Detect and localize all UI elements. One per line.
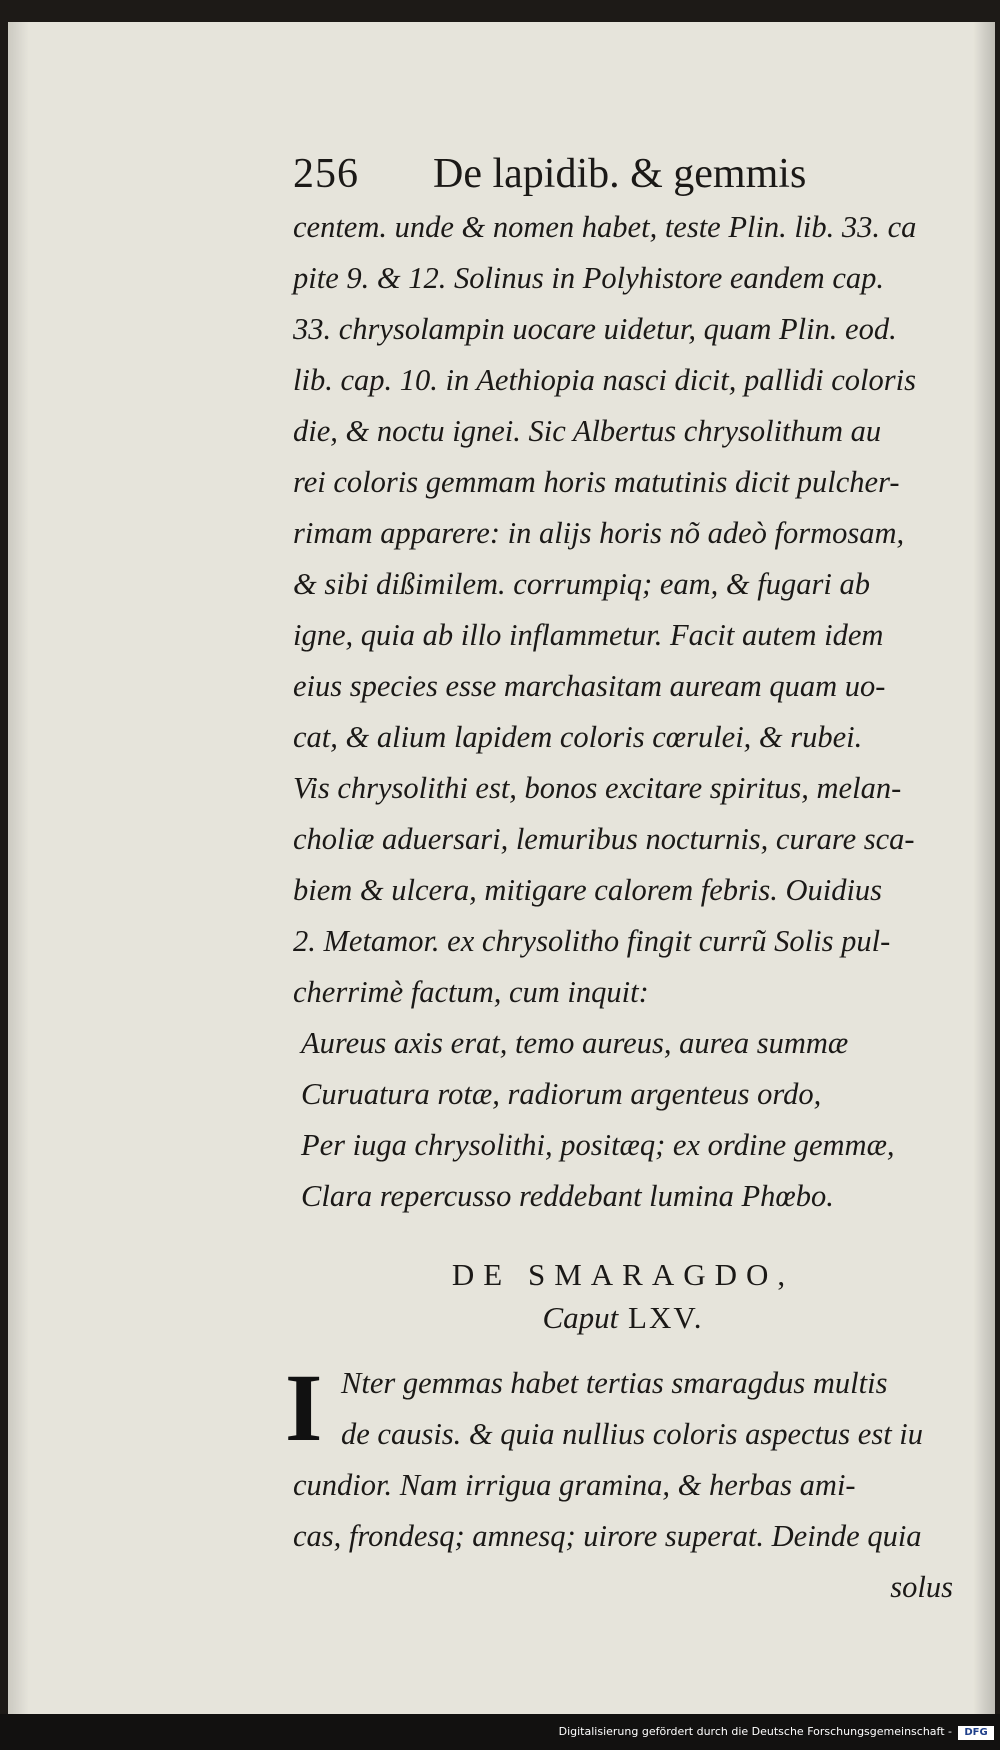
verse-line: Aureus axis erat, temo aureus, aurea summæ <box>301 1026 849 1060</box>
body-line: pite 9. & 12. Solinus in Polyhistore eandem cap. <box>293 261 884 295</box>
body-line: centem. unde & nomen habet, teste Plin. lib. 33. ca <box>293 210 917 244</box>
chapter-word: Caput <box>542 1300 619 1335</box>
body-line: choliæ aduersari, lemuribus nocturnis, curare sca- <box>293 822 915 856</box>
chapter-subheading <box>293 1296 953 1340</box>
body-line: igne, quia ab illo inflammetur. Facit autem idem <box>293 618 884 652</box>
body-line: 2. Metamor. ex chrysolitho fingit currũ Solis pul- <box>293 924 891 958</box>
chapter-line: Nter gemmas habet tertias smaragdus multis <box>341 1366 888 1400</box>
chapter-paragraph <box>285 1354 953 1613</box>
verse-line: Clara repercusso reddebant lumina Phœbo. <box>301 1179 834 1213</box>
body-line: rimam apparere: in alijs horis nõ adeò formosam, <box>293 516 905 550</box>
body-line: cat, & alium lapidem coloris cœrulei, & rubei. <box>293 720 863 754</box>
digitization-footer <box>0 1714 1000 1750</box>
book-page <box>8 22 995 1714</box>
dfg-logo: DFG <box>958 1726 994 1740</box>
running-head <box>293 150 953 202</box>
chapter-line: de causis. & quia nullius coloris aspectus est iu <box>341 1417 924 1451</box>
body-line: die, & noctu ignei. Sic Albertus chrysolithum au <box>293 414 882 448</box>
funding-credit: Digitalisierung gefördert durch die Deutsche Forschungsgemeinschaft - <box>558 1725 952 1738</box>
body-line: Vis chrysolithi est, bonos excitare spiritus, melan- <box>293 771 902 805</box>
catchword: solus <box>890 1570 953 1604</box>
chapter-number: LXV. <box>628 1300 704 1335</box>
body-line: lib. cap. 10. in Aethiopia nasci dicit, pallidi coloris <box>293 363 916 397</box>
body-line: eius species esse marchasitam auream quam uo- <box>293 669 886 703</box>
body-line: rei coloris gemmam horis matutinis dicit pulcher- <box>293 465 900 499</box>
running-title: De lapidib. & gemmis <box>433 151 807 197</box>
body-line: & sibi dißimilem. corrumpiq; eam, & fugari ab <box>293 567 870 601</box>
chapter-heading: DE SMARAGDO, <box>451 1257 795 1292</box>
text-block <box>285 150 953 1613</box>
body-line: biem & ulcera, mitigare calorem febris. Ouidius <box>293 873 883 907</box>
chapter-line: cundior. Nam irrigua gramina, & herbas ami- <box>293 1468 856 1502</box>
body-paragraph <box>293 202 953 1018</box>
verse-line: Curuatura rotæ, radiorum argenteus ordo, <box>301 1077 822 1111</box>
page-number: 256 <box>293 151 359 197</box>
body-line: cherrimè factum, cum inquit: <box>293 975 649 1009</box>
verse-quotation <box>293 1018 953 1222</box>
chapter-line: cas, frondesq; amnesq; uirore superat. Deinde quia <box>293 1519 922 1553</box>
drop-capital: I <box>285 1354 323 1461</box>
verse-line: Per iuga chrysolithi, positæq; ex ordine gemmæ, <box>301 1128 895 1162</box>
body-line: 33. chrysolampin uocare uidetur, quam Plin. eod. <box>293 312 897 346</box>
